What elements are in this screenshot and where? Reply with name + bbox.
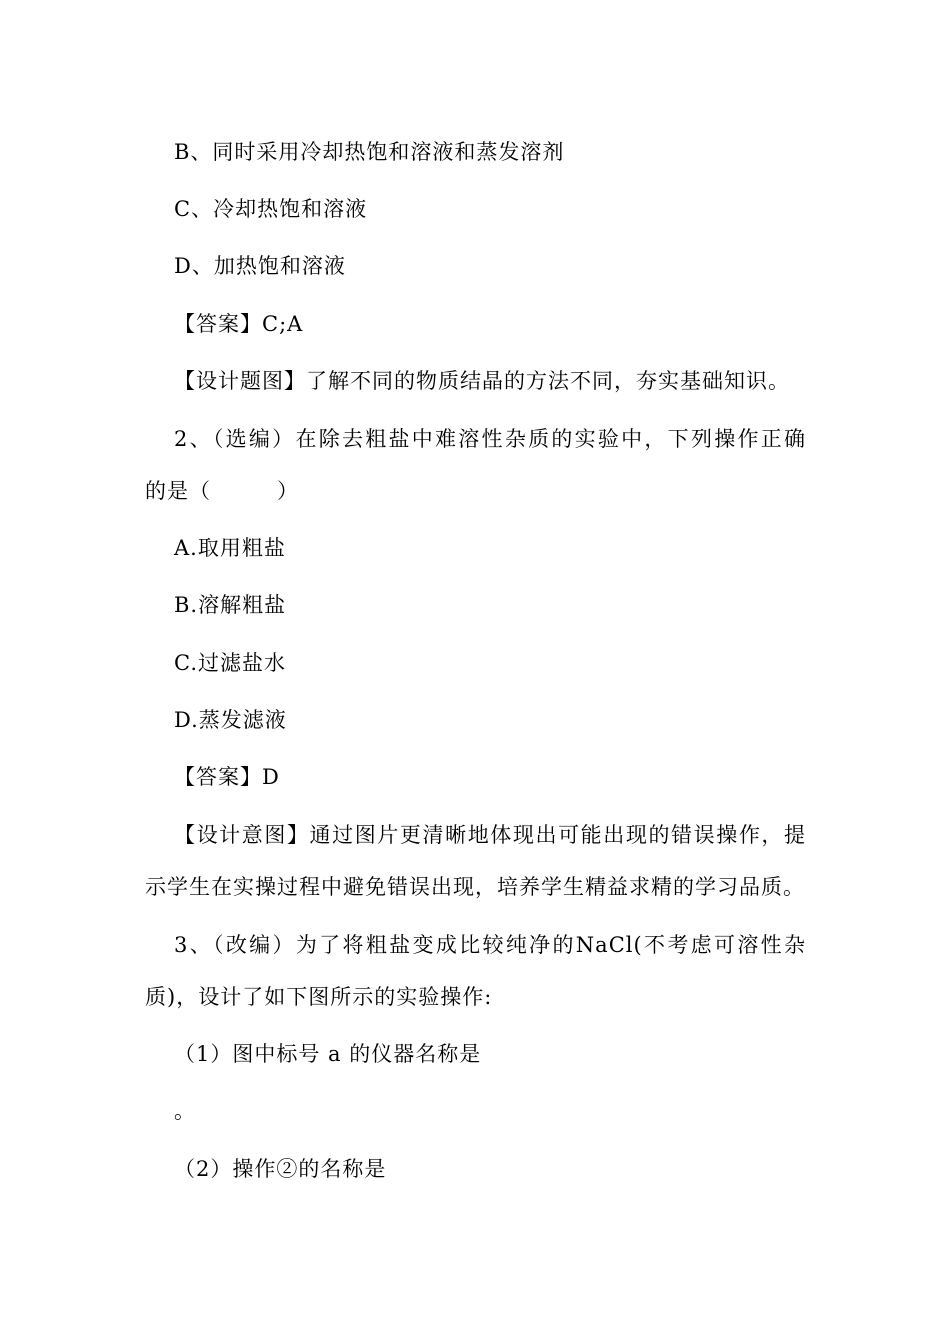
option-b-line-2: B.溶解粗盐 [174,593,287,617]
answer-2-line: 【答案】D [174,765,280,789]
question-2-line-1: 2、（选编）在除去粗盐中难溶性杂质的实验中，下列操作正确 [174,427,806,451]
question-3-line-2: 质)，设计了如下图所示的实验操作: [145,985,493,1009]
option-b-line: B、同时采用冷却热饱和溶液和蒸发溶剂 [174,140,565,164]
question-2-line-2: 的是（ ） [145,479,299,503]
option-d-line: D、加热饱和溶液 [174,254,346,278]
subquestion-1-line: （1）图中标号 a 的仪器名称是 [174,1042,482,1066]
answer-1-line: 【答案】C;A [174,312,304,336]
option-a-line: A.取用粗盐 [174,536,286,560]
option-d-line-2: D.蒸发滤液 [174,708,287,732]
option-c-line: C、冷却热饱和溶液 [174,197,368,221]
design-note-2-line-2: 示学生在实操过程中避免错误出现，培养学生精益求精的学习品质。 [145,875,805,899]
subquestion-2-line: （2）操作②的名称是 [174,1157,387,1181]
design-note-2-line-1: 【设计意图】通过图片更清晰地体现出可能出现的错误操作，提 [174,823,806,847]
option-c-line-2: C.过滤盐水 [174,651,286,675]
design-note-1-line: 【设计题图】了解不同的物质结晶的方法不同，夯实基础知识。 [174,369,790,393]
question-3-line-1: 3、（改编）为了将粗盐变成比较纯净的NaCl(不考虑可溶性杂 [174,933,806,957]
subquestion-1-end: 。 [174,1099,196,1123]
